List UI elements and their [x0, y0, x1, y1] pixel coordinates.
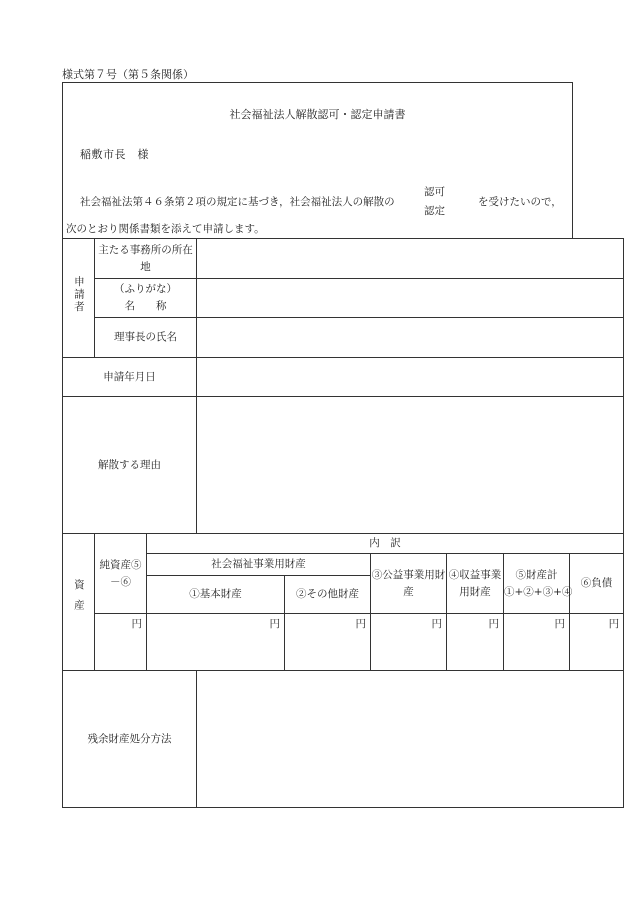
- option-approval: 認可: [424, 186, 445, 198]
- basic-property-field[interactable]: 円: [147, 614, 285, 671]
- other-property-field[interactable]: 円: [285, 614, 371, 671]
- document-title: 社会福祉法人解散認可・認定申請書: [229, 108, 406, 121]
- name-label-cell: [95, 279, 197, 318]
- total-property-field[interactable]: 円: [504, 614, 570, 671]
- debt-label: ⑥負債: [570, 554, 624, 614]
- intro-text-3: 次のとおり関係書類を添えて申請します。: [66, 223, 265, 235]
- applicant-label-cell: [63, 239, 95, 358]
- assets-label: 資産: [72, 578, 85, 620]
- assets-label-cell: [63, 534, 95, 671]
- intro-text-1: 社会福祉法第４６条第２項の規定に基づき，社会福祉法人の解散の: [80, 196, 395, 208]
- residual-label: 残余財産処分方法: [63, 671, 197, 808]
- furigana-label: （ふりがな）: [114, 283, 177, 296]
- applicant-label: 申請者: [72, 276, 85, 314]
- addressee: 稲敷市長 様: [80, 148, 149, 161]
- breakdown-label: 内 訳: [147, 534, 624, 554]
- total-property-label: ⑤財産計①+②+③+④: [504, 554, 570, 614]
- other-property-label: ②その他財産: [285, 576, 371, 614]
- welfare-property-label: 社会福祉事業用財産: [147, 554, 371, 576]
- public-property-field[interactable]: 円: [371, 614, 447, 671]
- intro-text-2: を受けたいので，: [478, 196, 562, 208]
- form-number: 様式第７号（第５条関係）: [62, 68, 194, 81]
- date-label: 申請年月日: [63, 358, 197, 397]
- corporation-name-field[interactable]: [197, 279, 624, 318]
- net-assets-field[interactable]: 円: [95, 614, 147, 671]
- application-date-field[interactable]: [197, 358, 624, 397]
- profit-property-field[interactable]: 円: [447, 614, 504, 671]
- chair-name-field[interactable]: [197, 318, 624, 358]
- public-property-label: ③公益事業用財産: [371, 554, 447, 614]
- application-table: [62, 238, 624, 808]
- profit-property-label: ④収益事業用財産: [447, 554, 504, 614]
- net-assets-label: 純資産⑤－⑥: [95, 534, 147, 614]
- debt-field[interactable]: 円: [570, 614, 624, 671]
- reason-field[interactable]: [197, 397, 624, 534]
- name-label: 名 称: [124, 300, 167, 312]
- basic-property-label: ①基本財産: [147, 576, 285, 614]
- chair-label: 理事長の氏名: [95, 318, 197, 358]
- option-certification: 認定: [424, 205, 445, 217]
- office-address-label: 主たる事務所の所在地: [95, 239, 197, 279]
- reason-label: 解散する理由: [63, 397, 197, 534]
- residual-method-field[interactable]: [197, 671, 624, 808]
- office-address-field[interactable]: [197, 239, 624, 279]
